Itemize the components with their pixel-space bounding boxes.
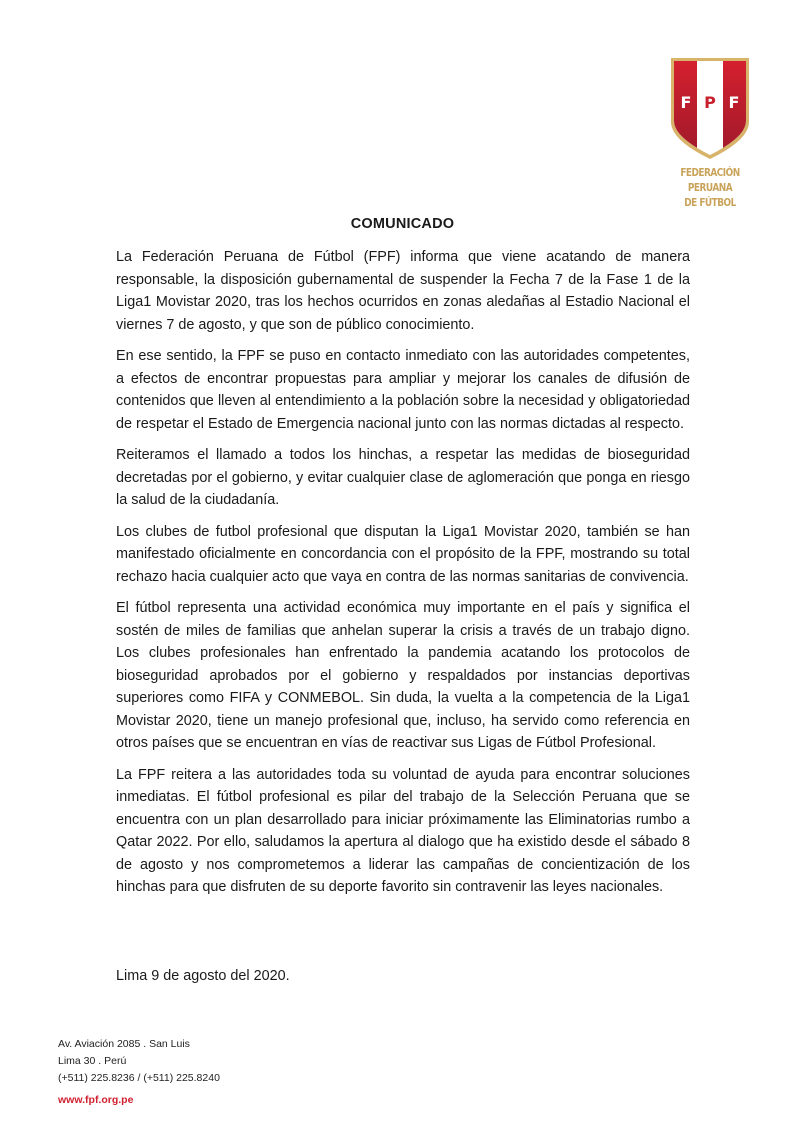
footer-website-link[interactable]: www.fpf.org.pe: [58, 1094, 134, 1106]
footer-phones: (+511) 225.8236 / (+511) 225.8240: [58, 1072, 220, 1084]
paragraph-6: La FPF reitera a las autoridades toda su voluntad de ayuda para encontrar soluciones inmediatas. El fútbol profesional es pilar del trabajo de la Selección Peruana que se encuentra con un plan desarrollado para iniciar próximamente las Eliminatorias rumbo a Qatar 2022. Por ello, saludamos la apertura al dialogo que ha existido desde el sábado 8 de agosto y nos comprometemos a liderar las campañas de concientización de los hinchas para que disfruten de su deporte favorito sin contravenir las leyes nacionales.: [116, 766, 690, 895]
logo-name-line1: FEDERACIÓN PERUANA: [680, 167, 740, 194]
paragraph-2: En ese sentido, la FPF se puso en contacto inmediato con las autoridades competentes, a efectos de encontrar propuestas para ampliar y mejorar los canales de difusión de contenidos que lleven al entendimiento a la población sobre la necesidad y obligatoriedad de respetar el Estado de Emergencia nacional junto con las normas dictadas al respecto.: [116, 348, 690, 432]
logo-initial-f1: F: [680, 93, 692, 112]
date-line: Lima 9 de agosto del 2020.: [116, 968, 290, 984]
logo-initial-f2: F: [728, 93, 740, 112]
paragraph-4: Los clubes de futbol profesional que disputan la Liga1 Movistar 2020, también se han manifestado oficialmente en concordancia con el propósito de la FPF, mostrando su total rechazo hacia cualquier acto que vaya en contra de las normas sanitarias de convivencia.: [116, 523, 690, 585]
fpf-logo: [655, 55, 765, 211]
footer-address-line1: Av. Aviación 2085 . San Luis: [58, 1038, 190, 1050]
logo-name: [663, 166, 757, 211]
logo-name-line2: DE FÚTBOL: [684, 197, 736, 209]
footer: [58, 1036, 220, 1109]
document-title: COMUNICADO: [350, 216, 455, 232]
logo-initial-p: P: [704, 93, 716, 112]
fpf-shield-icon: [668, 55, 752, 161]
paragraph-3: Reiteramos el llamado a todos los hinchas, a respetar las medidas de bioseguridad decretadas por el gobierno, y evitar cualquier clase de aglomeración que ponga en riesgo la salud de la ciudadanía.: [116, 447, 690, 508]
paragraph-5: El fútbol representa una actividad económica muy importante en el país y significa el sostén de miles de familias que anhelan superar la crisis a través de un trabajo digno. Los clubes profesionales han enfrentado la pandemia acatando los protocolos de bioseguridad aprobados por el gobierno y respaldados por instancias deportivas superiores como FIFA y CONMEBOL. Sin duda, la vuelta a la competencia de la Liga1 Movistar 2020, tiene un manejo profesional que, incluso, ha servido como referencia en otros países que se encuentran en vías de reactivar sus Ligas de Fútbol Profesional.: [116, 600, 690, 751]
footer-address-line2: Lima 30 . Perú: [58, 1055, 127, 1067]
document-body: [116, 246, 690, 899]
paragraph-1: La Federación Peruana de Fútbol (FPF) informa que viene acatando de manera responsable, la disposición gubernamental de suspender la Fecha 7 de la Fase 1 de la Liga1 Movistar 2020, tras los hechos ocurridos en zonas aledañas al Estadio Nacional el viernes 7 de agosto, y que son de público conocimiento.: [116, 249, 690, 333]
